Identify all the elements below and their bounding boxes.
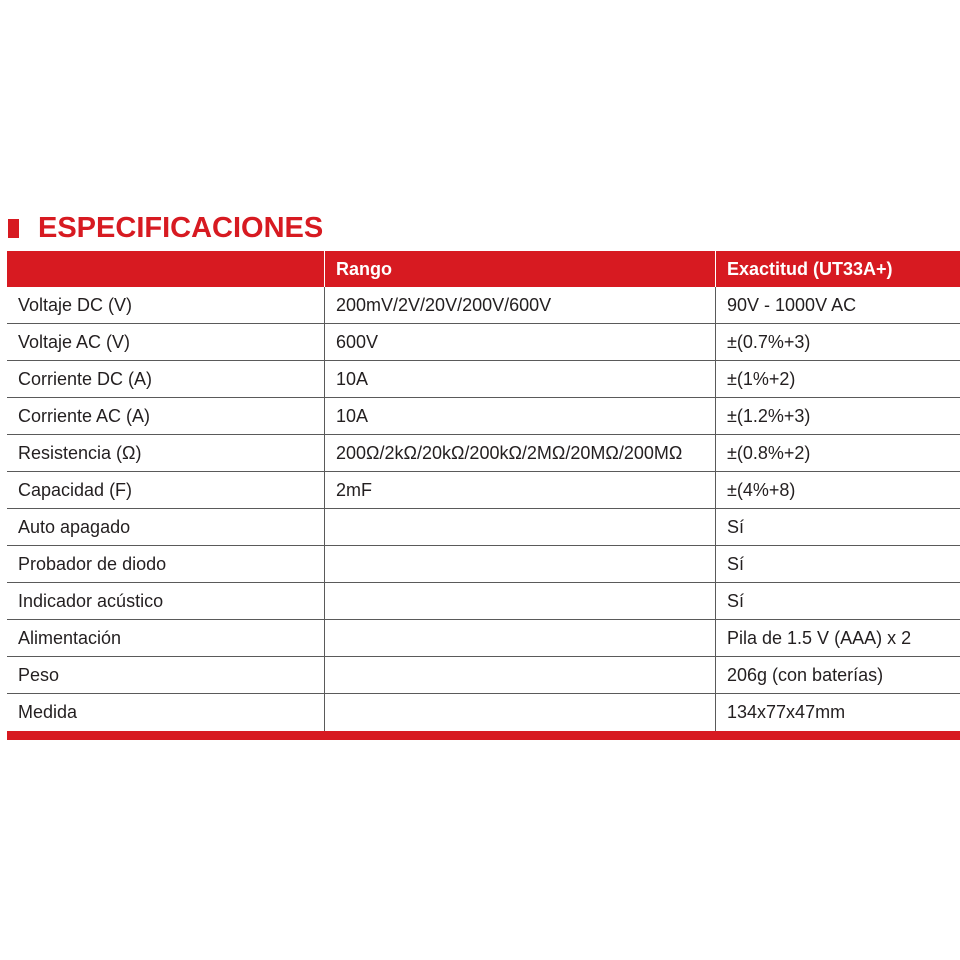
- cell-range: 2mF: [324, 472, 715, 508]
- cell-range: [324, 509, 715, 545]
- cell-range: 200Ω/2kΩ/20kΩ/200kΩ/2MΩ/20MΩ/200MΩ: [324, 435, 715, 471]
- cell-parameter: Voltaje DC (V): [18, 294, 133, 315]
- cell-accuracy: Pila de 1.5 V (AAA) x 2: [715, 620, 960, 656]
- cell-accuracy: ±(0.8%+2): [715, 435, 960, 471]
- cell-parameter: Voltaje AC (V): [18, 331, 131, 352]
- table-row: [7, 472, 960, 509]
- cell-parameter: Corriente DC (A): [18, 368, 153, 389]
- cell-parameter: Medida: [18, 702, 78, 722]
- table-row: [7, 694, 960, 731]
- table-row: [7, 620, 960, 657]
- cell-parameter: Capacidad (F): [18, 479, 133, 500]
- table-bottom-bar: [7, 731, 960, 740]
- cell-parameter: Probador de diodo: [18, 553, 167, 574]
- section-header: [8, 208, 323, 248]
- cell-range: [324, 620, 715, 656]
- cell-accuracy: ±(1.2%+3): [715, 398, 960, 434]
- table-row: [7, 657, 960, 694]
- cell-parameter: Peso: [18, 664, 60, 685]
- cell-accuracy: ±(4%+8): [715, 472, 960, 508]
- cell-accuracy: 90V - 1000V AC: [715, 287, 960, 323]
- table-row: [7, 324, 960, 361]
- cell-range: [324, 694, 715, 731]
- cell-parameter: Corriente AC (A): [18, 405, 151, 426]
- table-header: [7, 251, 960, 287]
- header-cell-accuracy: Exactitud (UT33A+): [715, 251, 960, 287]
- cell-accuracy: 206g (con baterías): [715, 657, 960, 693]
- table-row: [7, 287, 960, 324]
- table-row: [7, 509, 960, 546]
- cell-range: 200mV/2V/20V/200V/600V: [324, 287, 715, 323]
- cell-accuracy: Sí: [715, 583, 960, 619]
- cell-accuracy: ±(1%+2): [715, 361, 960, 397]
- cell-accuracy: Sí: [715, 546, 960, 582]
- cell-range: 10A: [324, 361, 715, 397]
- spec-table: [7, 251, 960, 740]
- cell-range: 600V: [324, 324, 715, 360]
- section-title: ESPECIFICACIONES: [38, 211, 324, 244]
- table-row: [7, 361, 960, 398]
- cell-parameter: Resistencia (Ω): [18, 442, 142, 463]
- cell-accuracy: Sí: [715, 509, 960, 545]
- cell-parameter: Alimentación: [18, 627, 122, 648]
- header-cell-range: Rango: [324, 251, 715, 287]
- cell-range: [324, 583, 715, 619]
- title-marker: [8, 219, 19, 238]
- header-cell-label: [7, 251, 324, 287]
- cell-parameter: Auto apagado: [18, 516, 131, 537]
- cell-parameter: Indicador acústico: [18, 590, 164, 611]
- table-row: [7, 583, 960, 620]
- table-row: [7, 398, 960, 435]
- cell-range: [324, 657, 715, 693]
- table-row: [7, 435, 960, 472]
- table-row: [7, 546, 960, 583]
- cell-range: [324, 546, 715, 582]
- cell-accuracy: ±(0.7%+3): [715, 324, 960, 360]
- cell-range: 10A: [324, 398, 715, 434]
- cell-accuracy: 134x77x47mm: [715, 694, 960, 731]
